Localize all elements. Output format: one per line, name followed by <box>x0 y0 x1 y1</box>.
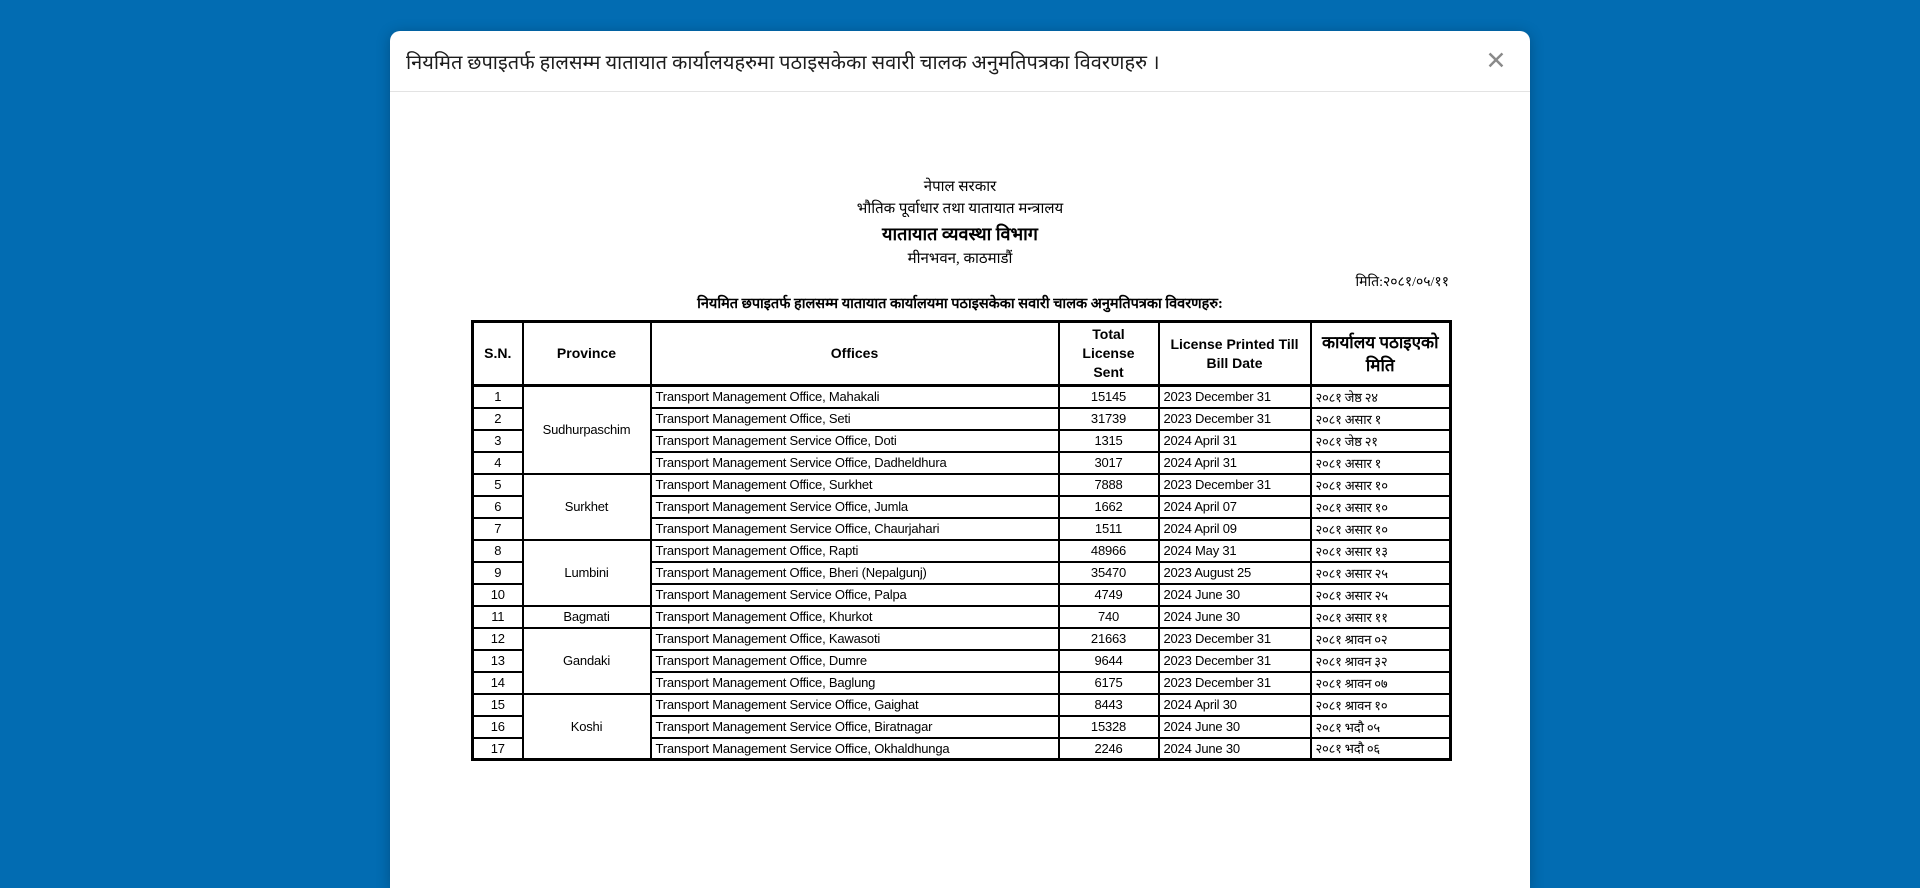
license-printed-till-cell: 2023 December 31 <box>1159 628 1311 650</box>
license-printed-till-cell: 2024 June 30 <box>1159 606 1311 628</box>
office-sent-date-cell: २०८१ श्रावन ०२ <box>1311 628 1451 650</box>
office-sent-date-cell: २०८१ असार १० <box>1311 474 1451 496</box>
license-printed-till-cell: 2023 December 31 <box>1159 672 1311 694</box>
office-sent-date-cell: २०८१ श्रावन ०७ <box>1311 672 1451 694</box>
sn-cell: 9 <box>473 562 523 584</box>
office-cell: Transport Management Service Office, Jumla <box>651 496 1059 518</box>
office-sent-date-cell: २०८१ असार १ <box>1311 408 1451 430</box>
header-offices: Offices <box>651 322 1059 386</box>
office-cell: Transport Management Office, Dumre <box>651 650 1059 672</box>
sn-cell: 7 <box>473 518 523 540</box>
office-sent-date-cell: २०८१ जेष्ठ २४ <box>1311 386 1451 408</box>
table-row <box>473 694 1451 716</box>
total-license-sent-cell: 7888 <box>1059 474 1159 496</box>
total-license-sent-cell: 740 <box>1059 606 1159 628</box>
office-cell: Transport Management Office, Kawasoti <box>651 628 1059 650</box>
sn-cell: 16 <box>473 716 523 738</box>
sn-cell: 15 <box>473 694 523 716</box>
header-license-printed-till: License Printed Till Bill Date <box>1159 322 1311 386</box>
total-license-sent-cell: 21663 <box>1059 628 1159 650</box>
letterhead-department: यातायात व्यवस्था विभाग <box>882 224 1038 244</box>
sn-cell: 5 <box>473 474 523 496</box>
province-cell: Koshi <box>523 694 651 760</box>
office-sent-date-cell: २०८१ श्रावन ३२ <box>1311 650 1451 672</box>
office-sent-date-cell: २०८१ श्रावन १० <box>1311 694 1451 716</box>
close-icon[interactable]: ✕ <box>1482 47 1510 75</box>
table-caption: नियमित छपाइतर्फ हालसम्म यातायात कार्यालयमा पठाइसकेका सवारी चालक अनुमतिपत्रका विवरणहरु: <box>697 296 1223 312</box>
sn-cell: 11 <box>473 606 523 628</box>
letterhead-address: मीनभवन, काठमाडौं <box>907 251 1013 267</box>
office-sent-date-cell: २०८१ असार ११ <box>1311 606 1451 628</box>
license-printed-till-cell: 2024 June 30 <box>1159 584 1311 606</box>
total-license-sent-cell: 8443 <box>1059 694 1159 716</box>
table-row <box>473 386 1451 408</box>
total-license-sent-cell: 35470 <box>1059 562 1159 584</box>
total-license-sent-cell: 48966 <box>1059 540 1159 562</box>
government-letterhead <box>390 176 1530 271</box>
license-table <box>471 320 1452 761</box>
office-cell: Transport Management Office, Bheri (Nepalgunj) <box>651 562 1059 584</box>
document-date: मिति:२०८१/०५/११ <box>1355 275 1449 290</box>
office-cell: Transport Management Office, Baglung <box>651 672 1059 694</box>
office-cell: Transport Management Service Office, Palpa <box>651 584 1059 606</box>
license-printed-till-cell: 2023 December 31 <box>1159 474 1311 496</box>
total-license-sent-cell: 15145 <box>1059 386 1159 408</box>
sn-cell: 4 <box>473 452 523 474</box>
license-printed-till-cell: 2023 December 31 <box>1159 650 1311 672</box>
province-cell: Sudhurpaschim <box>523 386 651 474</box>
office-cell: Transport Management Service Office, Biratnagar <box>651 716 1059 738</box>
total-license-sent-cell: 31739 <box>1059 408 1159 430</box>
license-table-header <box>473 322 1451 386</box>
total-license-sent-cell: 4749 <box>1059 584 1159 606</box>
license-printed-till-cell: 2024 April 30 <box>1159 694 1311 716</box>
office-sent-date-cell: २०८१ भदौ ०५ <box>1311 716 1451 738</box>
total-license-sent-cell: 1511 <box>1059 518 1159 540</box>
office-cell: Transport Management Service Office, Dadheldhura <box>651 452 1059 474</box>
sn-cell: 2 <box>473 408 523 430</box>
office-cell: Transport Management Office, Seti <box>651 408 1059 430</box>
sn-cell: 17 <box>473 738 523 760</box>
sn-cell: 14 <box>473 672 523 694</box>
document-preview <box>390 92 1530 761</box>
office-cell: Transport Management Office, Rapti <box>651 540 1059 562</box>
province-cell: Gandaki <box>523 628 651 694</box>
office-cell: Transport Management Service Office, Okhaldhunga <box>651 738 1059 760</box>
total-license-sent-cell: 1662 <box>1059 496 1159 518</box>
sn-cell: 12 <box>473 628 523 650</box>
license-table-body <box>473 386 1451 760</box>
office-cell: Transport Management Office, Surkhet <box>651 474 1059 496</box>
table-row <box>473 628 1451 650</box>
sn-cell: 1 <box>473 386 523 408</box>
license-printed-till-cell: 2024 April 07 <box>1159 496 1311 518</box>
license-printed-till-cell: 2024 June 30 <box>1159 716 1311 738</box>
dialog-title: नियमित छपाइतर्फ हालसम्म यातायात कार्यालयहरुमा पठाइसकेका सवारी चालक अनुमतिपत्रका विवरणहरु । <box>406 51 1160 74</box>
license-printed-till-cell: 2024 May 31 <box>1159 540 1311 562</box>
license-printed-till-cell: 2024 April 09 <box>1159 518 1311 540</box>
office-sent-date-cell: २०८१ जेष्ठ २१ <box>1311 430 1451 452</box>
license-printed-till-cell: 2024 June 30 <box>1159 738 1311 760</box>
letterhead-ministry: भौतिक पूर्वाधार तथा यातायात मन्त्रालय <box>856 201 1064 217</box>
license-printed-till-cell: 2023 August 25 <box>1159 562 1311 584</box>
header-province: Province <box>523 322 651 386</box>
office-sent-date-cell: २०८१ असार १० <box>1311 496 1451 518</box>
total-license-sent-cell: 3017 <box>1059 452 1159 474</box>
sn-cell: 13 <box>473 650 523 672</box>
sn-cell: 3 <box>473 430 523 452</box>
license-report-dialog <box>390 31 1530 888</box>
office-sent-date-cell: २०८१ असार २५ <box>1311 562 1451 584</box>
office-cell: Transport Management Office, Mahakali <box>651 386 1059 408</box>
sn-cell: 6 <box>473 496 523 518</box>
header-row <box>473 322 1451 386</box>
office-sent-date-cell: २०८१ असार १० <box>1311 518 1451 540</box>
total-license-sent-cell: 6175 <box>1059 672 1159 694</box>
license-printed-till-cell: 2023 December 31 <box>1159 408 1311 430</box>
license-printed-till-cell: 2023 December 31 <box>1159 386 1311 408</box>
office-sent-date-cell: २०८१ भदौ ०६ <box>1311 738 1451 760</box>
header-office-sent-date: कार्यालय पठाइएको मिति <box>1311 322 1451 386</box>
dialog-titlebar <box>390 31 1530 92</box>
sn-cell: 8 <box>473 540 523 562</box>
license-printed-till-cell: 2024 April 31 <box>1159 430 1311 452</box>
table-row <box>473 474 1451 496</box>
office-cell: Transport Management Service Office, Chaurjahari <box>651 518 1059 540</box>
table-row <box>473 540 1451 562</box>
sn-cell: 10 <box>473 584 523 606</box>
office-cell: Transport Management Service Office, Gaighat <box>651 694 1059 716</box>
header-total-license-sent: Total License Sent <box>1059 322 1159 386</box>
office-cell: Transport Management Office, Khurkot <box>651 606 1059 628</box>
total-license-sent-cell: 1315 <box>1059 430 1159 452</box>
total-license-sent-cell: 15328 <box>1059 716 1159 738</box>
letterhead-government: नेपाल सरकार <box>923 179 997 195</box>
document-sheet <box>471 274 1449 761</box>
header-sn: S.N. <box>473 322 523 386</box>
office-sent-date-cell: २०८१ असार १ <box>1311 452 1451 474</box>
total-license-sent-cell: 9644 <box>1059 650 1159 672</box>
province-cell: Lumbini <box>523 540 651 606</box>
license-printed-till-cell: 2024 April 31 <box>1159 452 1311 474</box>
office-sent-date-cell: २०८१ असार २५ <box>1311 584 1451 606</box>
office-sent-date-cell: २०८१ असार १३ <box>1311 540 1451 562</box>
province-cell: Bagmati <box>523 606 651 628</box>
table-row <box>473 606 1451 628</box>
province-cell: Surkhet <box>523 474 651 540</box>
total-license-sent-cell: 2246 <box>1059 738 1159 760</box>
office-cell: Transport Management Service Office, Doti <box>651 430 1059 452</box>
